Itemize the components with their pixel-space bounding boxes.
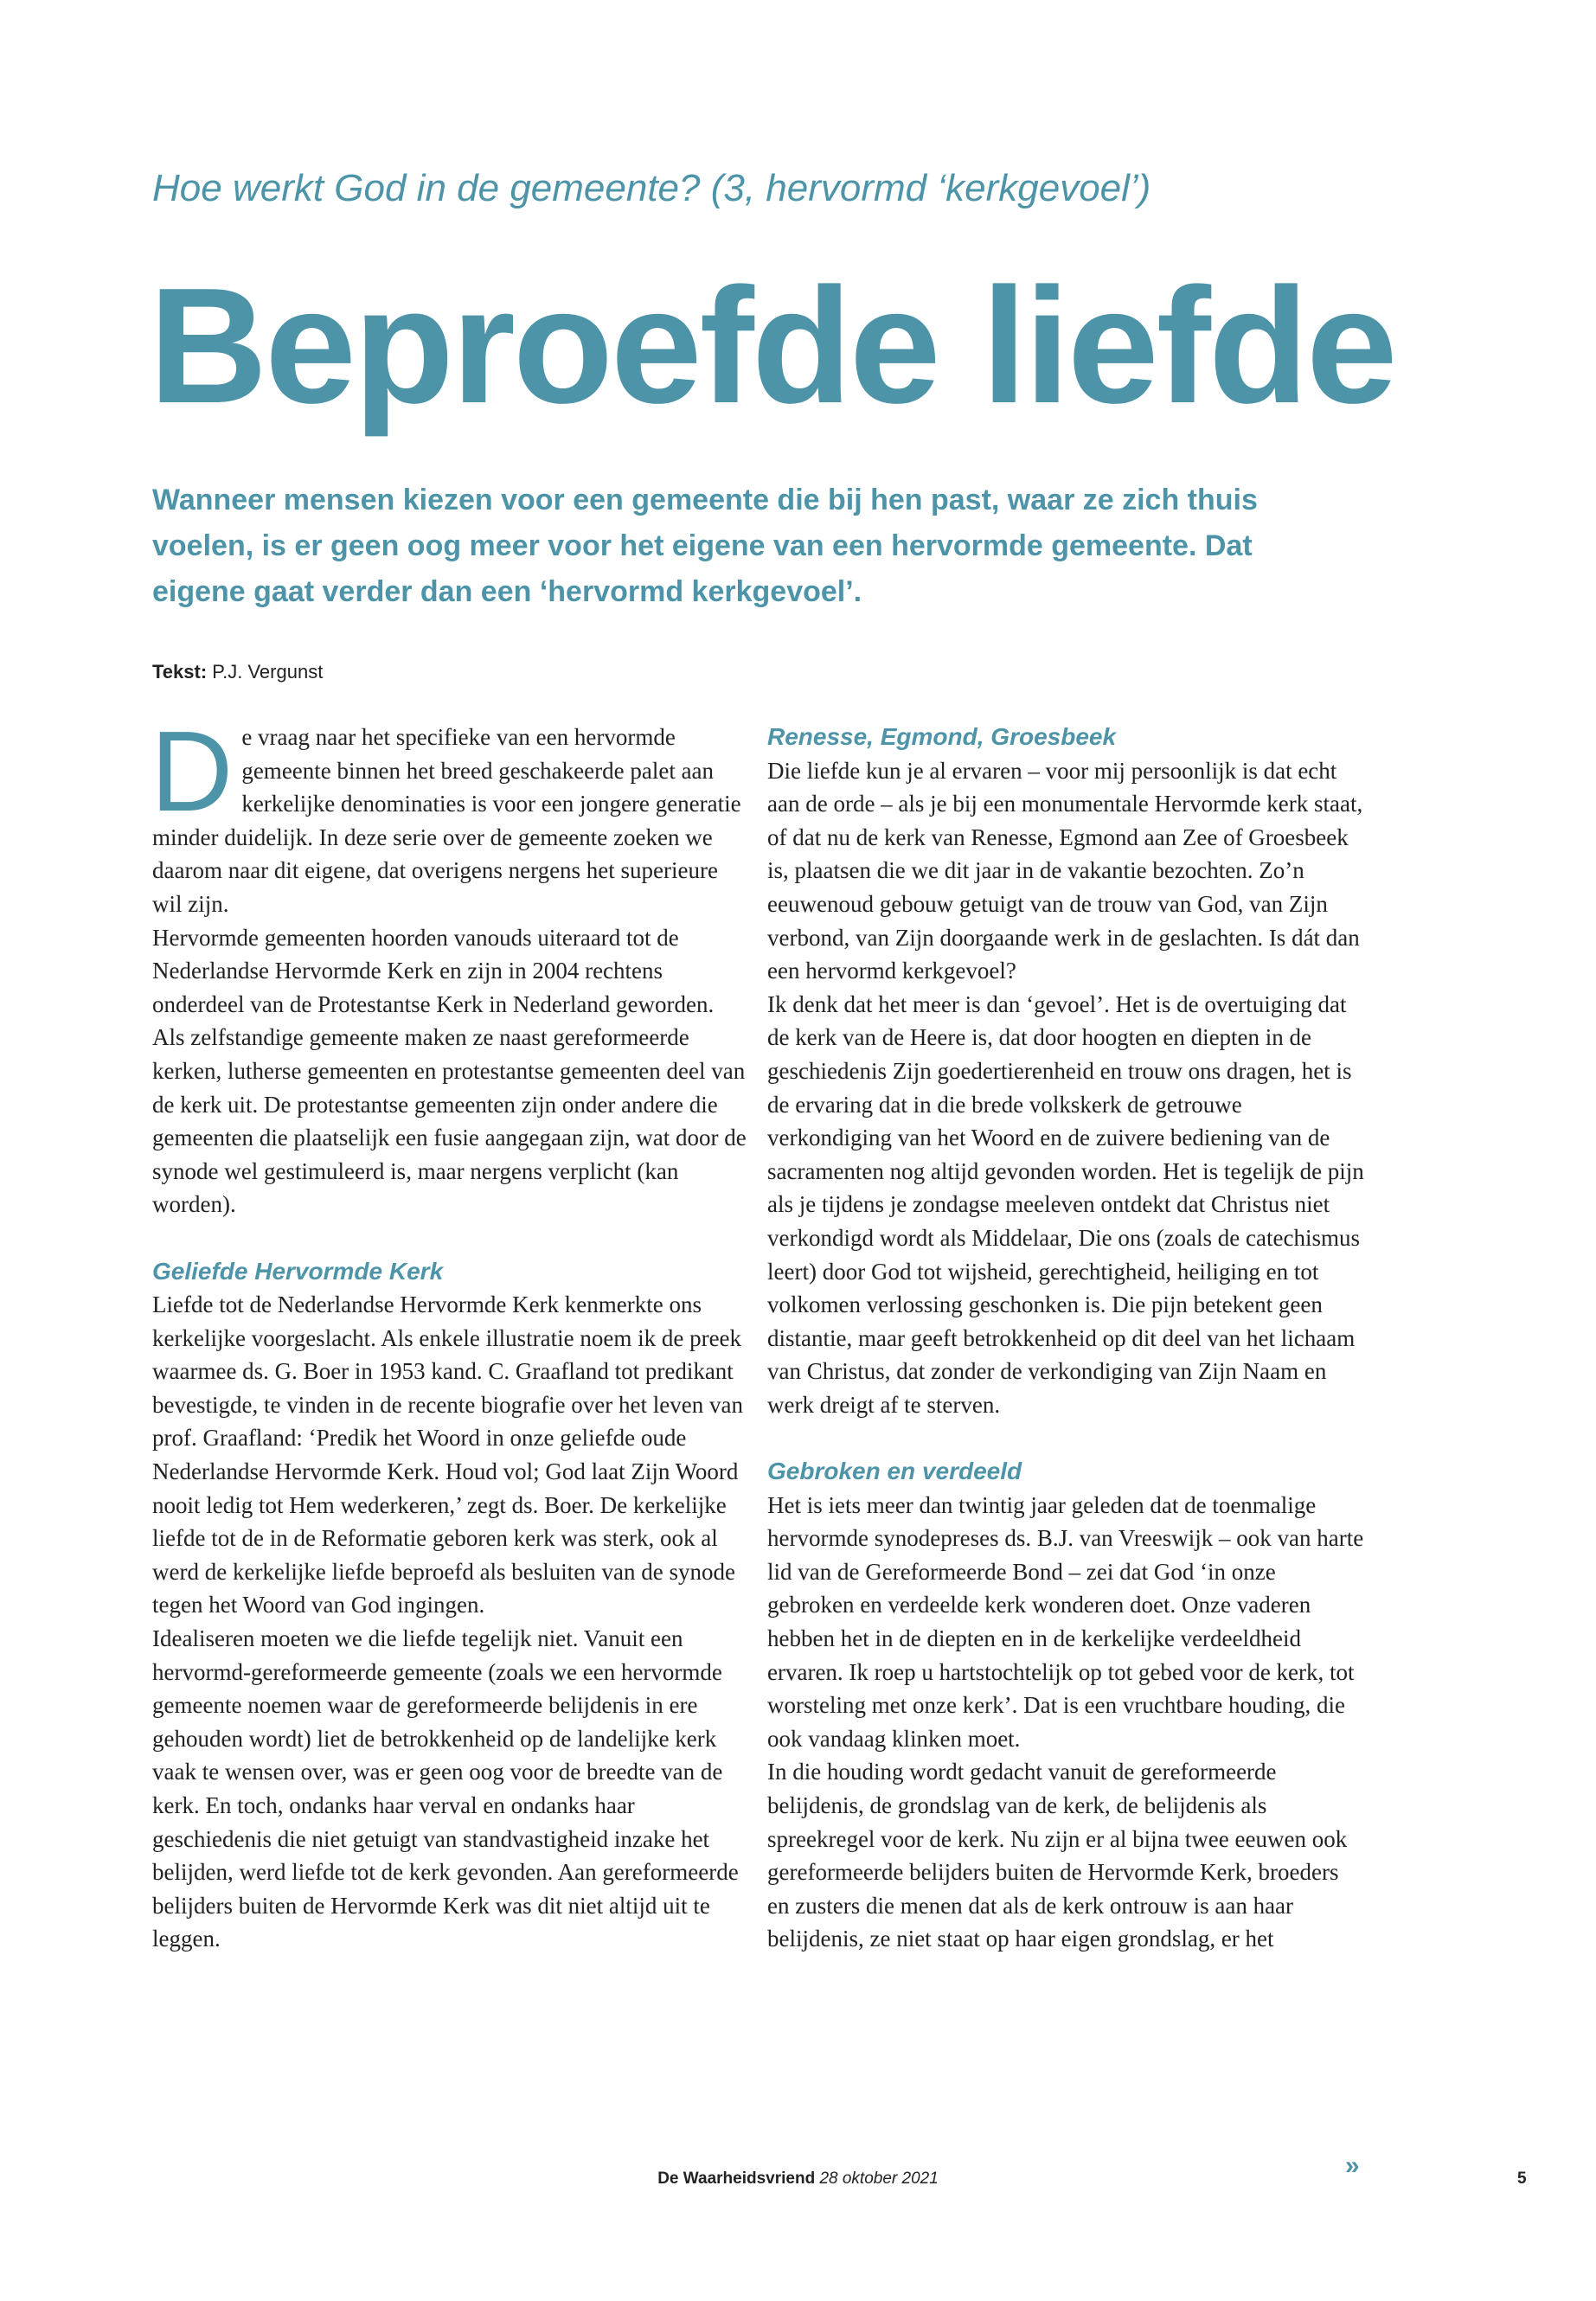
issue-date: 28 oktober 2021: [819, 2170, 939, 2188]
paragraph: Hervormde gemeenten hoorden vanouds uiteraard tot de Nederlandse Hervormde Kerk en zijn in 2004 rechtens onderdeel van de Protestantse Kerk in Nederland geworden. Als zelfstandige gemeente maken ze naast gereformeerde kerken, lutherse gemeenten en protestantse gemeenten deel van de kerk uit. De protestantse gemeenten zijn onder andere die gemeenten die plaatselijk een fusie aangegaan zijn, wat door de synode wel gestimuleerd is, maar nergens verplicht (kan worden).: [152, 924, 747, 1218]
paragraph: Het is iets meer dan twintig jaar geleden dat de toenmalige hervormde synodepreses ds. B.J. van Vreeswijk – ook van harte lid van de Gereformeerde Bond – zei dat God ‘in onze gebroken en verdeelde kerk wonderen doet. Onze vaderen hebben het in de diepten en in de kerkelijke verdeeldheid ervaren. Ik roep u hartstochtelijk op tot gebed voor de kerk, tot worsteling met onze kerk’. Dat is een vruchtbare houding, die ook vandaag klinken moet.: [767, 1491, 1364, 1752]
page-number: 5: [1517, 2170, 1527, 2188]
article-title: Beproefde liefde: [149, 254, 1395, 438]
credit-label: Tekst:: [152, 661, 208, 683]
paragraph: Idealiseren moeten we die liefde tegelijk niet. Vanuit een hervormd-gereformeerde gemeente (zoals we een hervormde gemeente noemen waar de gereformeerde belijdenis in ere gehouden wordt) liet de betrokkenheid op de landelijke kerk vaak te wensen over, was er geen oog voor de breedte van de kerk. En toch, ondanks haar verval en ondanks haar geschiedenis die niet getuigt van standvastigheid inzake het belijden, werd liefde tot de kerk gevonden. Aan gereformeerde belijders buiten de Hervormde Kerk was dit niet altijd uit te leggen.: [152, 1625, 739, 1952]
paragraph-text: e vraag naar het specifieke van een hervormde gemeente binnen het breed geschakeerde palet aan kerkelijke denominaties is voor een jongere generatie minder duidelijk. In deze serie over de gemeente zoeken we daarom naar dit eigene, dat overigens nergens het superieure wil zijn.: [152, 724, 741, 917]
paragraph: In die houding wordt gedacht vanuit de gereformeerde belijdenis, de grondslag van de kerk, de belijdenis als spreekregel voor de kerk. Nu zijn er al bijna twee eeuwen ook gereformeerde belijders buiten de Hervormde Kerk, broeders en zusters die menen dat als de kerk ontrouw is aan haar belijdenis, ze niet staat op haar eigen grondslag, er het: [767, 1759, 1348, 1952]
magazine-name: De Waarheidsvriend: [657, 2170, 816, 2188]
continue-marker: »: [1345, 2151, 1360, 2180]
section-heading: Renesse, Egmond, Groesbeek: [767, 723, 1117, 750]
paragraph: Ik denk dat het meer is dan ‘gevoel’. Het is de overtuiging dat de kerk van de Heere is, dat door hoogten en diepten in de geschiedenis Zijn goedertierenheid en trouw ons dragen, het is de ervaring dat in die brede volkskerk de getrouwe verkondiging van het Woord en de zuivere bediening van de sacramenten nog altijd gevonden worden. Het is tegelijk de pijn als je tijdens je zondagse meeleven ontdekt dat Christus niet verkondigd wordt als Middelaar, Die ons (zoals de catechismus leert) door God tot wijsheid, gerechtigheid, heiliging en tot volkomen verlossing geschonken is. Die pijn betekent geen distantie, maar geeft betrokkenheid op dit deel van het lichaam van Christus, dat zonder de verkondiging van Zijn Naam en werk dreigt af te sterven.: [767, 990, 1364, 1418]
page-footer: [0, 2170, 1596, 2189]
author-credit: [152, 659, 671, 685]
left-column: [151, 708, 749, 1956]
credit-author: P.J. Vergunst: [212, 661, 324, 683]
article-intro: Wanneer mensen kiezen voor een gemeente die bij hen past, waar ze zich thuis voelen, is er geen oog meer voor het eigene van een hervormde gemeente. Dat eigene gaat verder dan een ‘hervormd kerkgevoel’.: [152, 484, 1258, 608]
paragraph: Die liefde kun je al ervaren – voor mij persoonlijk is dat echt aan de orde – als je bij een monumentale Hervormde kerk staat, of dat nu de kerk van Renesse, Egmond aan Zee of Groesbeek is, plaatsen die we dit jaar in de vakantie bezochten. Zo’n eeuwenoud gebouw getuigt van de trouw van God, van Zijn verbond, van Zijn doorgaande werk in de geslachten. Is dát dan een hervormd kerkgevoel?: [767, 757, 1363, 984]
article-kicker: Hoe werkt God in de gemeente? (3, hervormd ‘kerkgevoel’): [152, 167, 1151, 209]
paragraph: Liefde tot de Nederlandse Hervormde Kerk kenmerkte ons kerkelijke voorgeslacht. Als enkele illustratie noem ik de preek waarmee ds. G. Boer in 1953 kand. C. Graafland tot predikant bevestigde, te vinden in de recente biografie over het leven van prof. Graafland: ‘Predik het Woord in onze geliefde oude Nederlandse Hervormde Kerk. Houd vol; God laat Zijn Woord nooit ledig tot Hem wederkeren,’ zegt ds. Boer. De kerkelijke liefde tot de in de Reformatie geboren kerk was sterk, ook al werd de kerkelijke liefde beproefd als besluiten van de synode tegen het Woord van God ingingen.: [152, 1292, 743, 1618]
paragraph: [151, 708, 749, 921]
section-heading: Gebroken en verdeeld: [767, 1458, 1022, 1485]
drop-cap: D: [151, 708, 234, 835]
section-heading: Geliefde Hervormde Kerk: [152, 1257, 444, 1285]
right-column: [767, 721, 1364, 1956]
